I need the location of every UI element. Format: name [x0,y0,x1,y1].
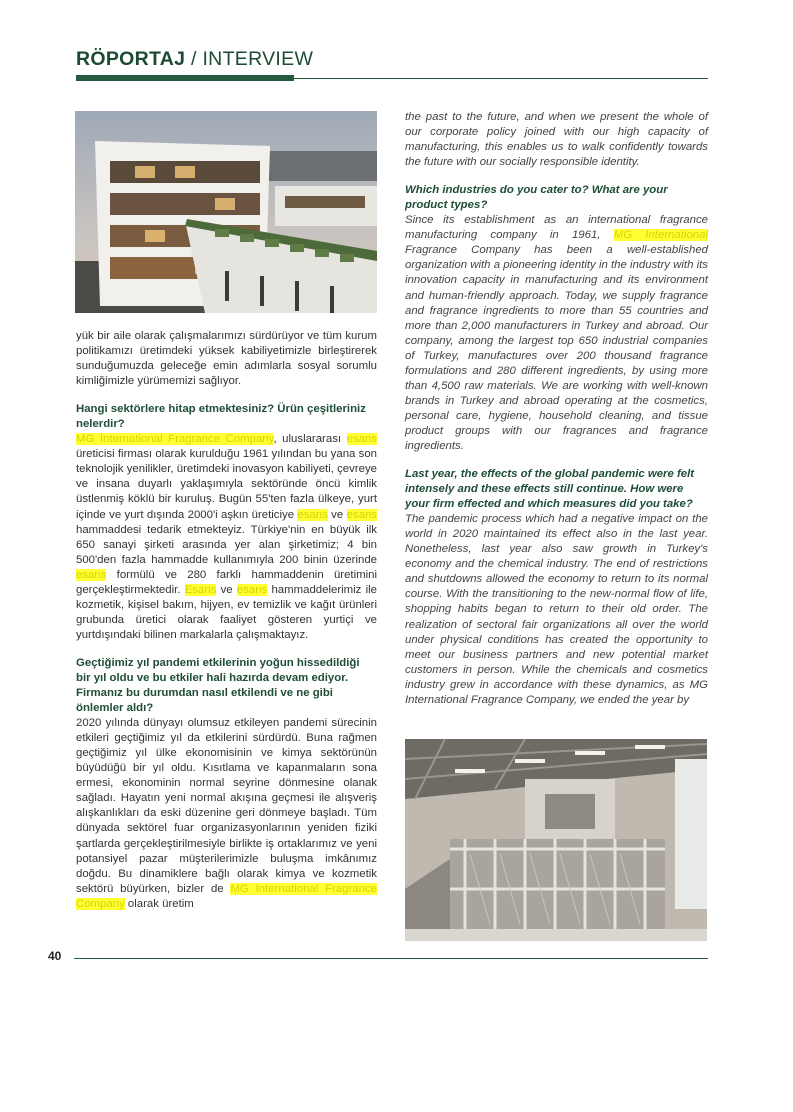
highlight: esans [236,583,268,596]
header-rule [294,78,708,79]
page-number: 40 [48,949,62,963]
highlight: MG International Fragrance Company [76,882,377,910]
section-title-en: / INTERVIEW [185,48,314,70]
header-accent-bar [76,75,294,81]
text-run: Since its establishment as an international fragrance manufacturing company in 1961, [405,214,708,242]
highlight: esans [346,433,377,446]
right-intro: the past to the future, and when we present the whole of our corporate policy joined with our high capacity of manufacturing, this enables us to walk confidently towards the future with our socially responsible identity. [405,111,708,169]
factory-photo [405,739,707,941]
building-photo [75,111,377,313]
left-answer-2 [76,716,377,912]
text-run: hammaddesi tedarik etmekteyiz. Türkiye'nin en büyük ilk 650 sanayi şirketi arasında yer alan şirketimiz; 4 bin 500'den fazla hammadde kullanımıyla 200 binin üzerinde [76,523,377,566]
section-title [76,48,313,71]
text-run: hammaddelerimiz ile kozmetik, kişisel bakım, hijyen, ev temizlik ve kağıt ürünleri grubunda üretici olarak faaliyet gösteren yurtiçi ve yurtdışındaki bilinen markalarla çalışmaktayız. [76,583,377,641]
left-question-1: Hangi sektörlere hitap etmektesiniz? Ürün çeşitleriniz nelerdir? [76,403,366,431]
text-run: üreticisi firması olarak kurulduğu 1961 yılından bu yana son teknolojik yenilikler, üretimdeki inovasyon kabiliyeti, çevreye ve insana duyarlı yaklaşımıyla sektöründe öncü kimlik üstlenmiş köklü bir kuruluş. Bugün 55'ten fazla ülkeye, yurt içinde ve yurt dışında 2000'i aşkın üreticiye [76,448,377,521]
left-column [76,329,377,912]
left-answer-1 [76,432,377,643]
highlight: esans [346,508,377,521]
page-header [76,46,708,86]
text-run: olarak üretim [124,897,194,910]
right-question-2: Last year, the effects of the global pandemic were felt intensely and these effects still continue. How were your firm effected and which measures did you take? [405,468,695,511]
left-intro: yük bir aile olarak çalışmalarımızı sürdürüyor ve tüm kurum politikamızı üretimdeki yüksek kabiliyetimizle birleştirerek sunduğumuzda geleceğe emin adımlarla sosyal sorumlu kimliğimizle yürümemizi sağlıyor. [76,330,377,388]
right-answer-2: The pandemic process which had a negative impact on the world in 2020 maintained its effect also in the last year. Nonetheless, last year also saw growth in Turkey's economy and the chemical industry. The end of restrictions and shutdowns allowed the economy to return to its normal course. With the transitioning to the new-normal flow of life, shopping habits began to return to their old order. The realization of sectoral fair organizations all over the world under physical conditions has created the opportunity to meet our business partners and new potential market customers in person. While the chemicals and cosmetics industry grew in accordance with these dynamics, as MG International Fragrance Company, we ended the year by [405,513,708,706]
factory-illustration [405,739,707,941]
highlight: esans [76,568,107,581]
right-column [405,110,708,708]
highlight: MG International [613,229,708,242]
highlight: Esans [184,583,217,596]
footer-rule [74,958,708,959]
text-run: 2020 yılında dünyayı olumsuz etkileyen pandemi sürecinin etkileri geçtiğimiz yıl da etkilerini sürdürdü. Buna rağmen geçtiğimiz yıl ülke ekonomisinin ve kimya sektörünün büyüdüğü bir yıl oldu. Kısıtlama ve kapanmaların sona ermesi, ekonominin normal seyrine dönmesine olanak sağladı. Hayatın yeni normal akışına geçmesi ile alışveriş alışkanlıkları da eski düzenine geri dönmeye başladı. Tüm dünyada sektörel fuar organizasyonlarının yeniden fiziki şartlarda gerçekleştirilmesiyle birlikte iş ortaklarımız ve yeni potansiyel pazar müşterilerimizle buluşma imkânımız doğdu. Bu dinamiklere bağlı olarak kimya ve kozmetik sektörü büyürken, bizler de [76,717,377,895]
highlight: esans [297,508,328,521]
text-run: , uluslararası [273,433,347,446]
section-title-tr: RÖPORTAJ [76,48,186,70]
text-run: Fragrance Company has been a well-established organization with a pioneering identity in the industry with its innovation capacity in manufacturing and its environment and human-friendly approach. Today, we supply fragrance and fragrance ingredients to more than 55 countries and more than 2,000 manufacturers in Turkey and abroad. Our company, among the largest top 650 industrial companies of Turkey, manufactures over 200 thousand fragrance formulations and 280 different ingredients, by using more than 4,500 raw materials. We are working with well-known brands in Turkey and abroad operating at the cosmetics, personal care, hygiene, household cleaning, and tissue product groups with our fragrances and fragrance ingredients. [405,244,708,452]
right-question-1: Which industries do you cater to? What are your product types? [405,184,668,212]
left-question-2: Geçtiğimiz yıl pandemi etkilerinin yoğun hissedildiği bir yıl oldu ve bu etkiler hali hazırda devam ediyor. Firmanız bu durumdan nasıl etkilendi ve ne gibi önlemler aldı? [76,656,360,715]
text-run: ve [327,508,347,521]
text-run: ve [216,583,237,596]
building-illustration [75,111,377,313]
text-run: formülü ve 280 farklı hammaddenin üretimini gerçekleştirmektedir. [76,568,377,596]
highlight: MG International Fragrance Company [76,433,274,446]
right-answer-1 [405,213,708,454]
